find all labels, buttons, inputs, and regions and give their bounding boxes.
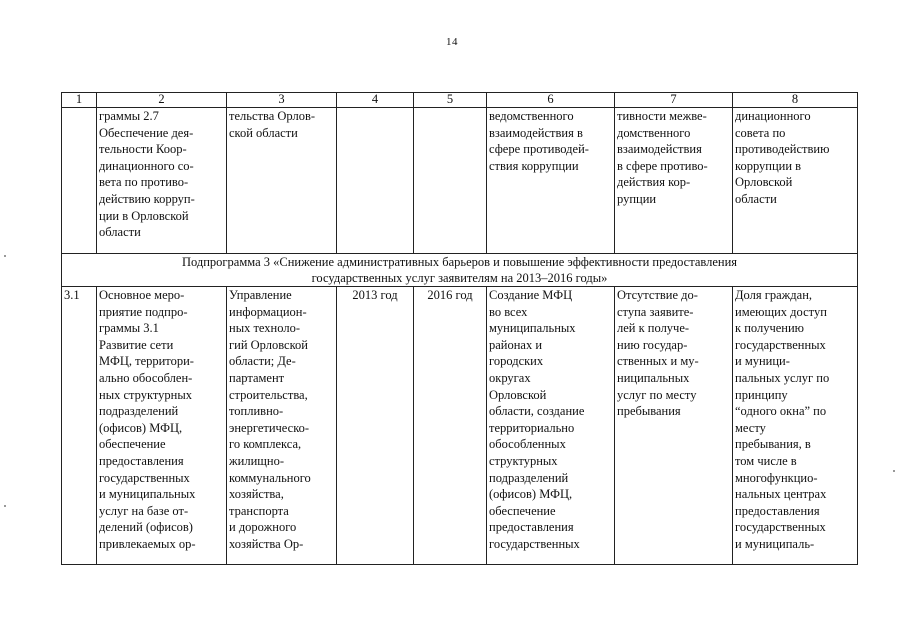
cell-text-line: ниципальных bbox=[617, 370, 690, 385]
cell-text-line: и муниципаль- bbox=[735, 536, 815, 551]
cell-text-line: привлекаемых ор- bbox=[99, 536, 196, 551]
cell-text-line: действия кор- bbox=[617, 175, 691, 190]
cell-text-line: тельности Коор- bbox=[99, 142, 187, 157]
cell-text-line: государственных услуг заявителям на 2013–2016 годы» bbox=[311, 271, 608, 285]
cell-text-line: городских bbox=[489, 354, 544, 369]
cell-text-line: нальных центрах bbox=[735, 487, 827, 502]
cell-start bbox=[337, 108, 414, 254]
cell-text-line: пальных услуг по bbox=[735, 370, 830, 385]
col-header: 3 bbox=[227, 93, 337, 108]
cell-text-line: нию государ- bbox=[617, 337, 688, 352]
cell-text-line: Орловской bbox=[489, 387, 547, 402]
cell-text-line: ции в Орловской bbox=[99, 208, 189, 223]
cell-text-line: граммы 2.7 bbox=[99, 109, 159, 123]
cell-text-line: ствия коррупции bbox=[489, 158, 579, 173]
cell-text-line: предоставления bbox=[735, 503, 820, 518]
cell-consequence bbox=[615, 287, 733, 565]
cell-text-line: государственных bbox=[735, 337, 826, 352]
cell-text-line: Орловской bbox=[735, 175, 793, 190]
cell-text-line: муниципальных bbox=[489, 321, 576, 336]
subprogram-row bbox=[62, 254, 858, 287]
cell-text-line: области bbox=[99, 225, 141, 240]
cell-number bbox=[62, 108, 97, 254]
cell-text-line: действию корруп- bbox=[99, 191, 195, 206]
cell-text-line: взаимодействия в bbox=[489, 125, 583, 140]
cell-text-line: гий Орловской bbox=[229, 337, 308, 352]
cell-text-line: ской области bbox=[229, 125, 298, 140]
cell-text-line: предоставления bbox=[99, 453, 184, 468]
cell-text-line: динационного bbox=[735, 109, 811, 123]
cell-text-line: партамент bbox=[229, 370, 285, 385]
cell-text-line: области bbox=[735, 191, 777, 206]
cell-text-line: государственных bbox=[99, 470, 190, 485]
cell-text-line: “одного окна” по bbox=[735, 404, 827, 419]
cell-text-line: (офисов) МФЦ, bbox=[99, 420, 183, 435]
cell-text-line: динационного со- bbox=[99, 158, 194, 173]
measures-table bbox=[61, 92, 858, 565]
cell-text-line: государственных bbox=[489, 536, 580, 551]
cell-measure bbox=[97, 108, 227, 254]
cell-text-line: топливно- bbox=[229, 404, 284, 419]
cell-text-line: граммы 3.1 bbox=[99, 321, 159, 336]
cell-text-line: совета по bbox=[735, 125, 786, 140]
cell-text-line: (офисов) МФЦ, bbox=[489, 487, 573, 502]
cell-text-line: и дорожного bbox=[229, 520, 297, 535]
cell-indicator bbox=[733, 287, 858, 565]
cell-text-line: месту bbox=[735, 420, 766, 435]
col-header: 6 bbox=[487, 93, 615, 108]
scan-speck bbox=[4, 505, 6, 507]
cell-text-line: жилищно- bbox=[229, 453, 284, 468]
cell-text-line: структурных bbox=[489, 453, 558, 468]
cell-end bbox=[414, 108, 487, 254]
scan-speck bbox=[4, 255, 6, 257]
cell-text-line: домственного bbox=[617, 125, 691, 140]
cell-text-line: пребывания bbox=[617, 404, 681, 419]
cell-text-line: тивности межве- bbox=[617, 109, 707, 123]
cell-text-line: МФЦ, территори- bbox=[99, 354, 194, 369]
cell-text-line: хозяйства Ор- bbox=[229, 536, 304, 551]
table-row-3-1 bbox=[62, 287, 858, 565]
cell-executor bbox=[227, 287, 337, 565]
cell-text-line: к получению bbox=[735, 321, 805, 336]
cell-indicator bbox=[733, 108, 858, 254]
col-header: 1 bbox=[62, 93, 97, 108]
cell-text-line: многофункцио- bbox=[735, 470, 818, 485]
cell-text-line: ально обособлен- bbox=[99, 370, 193, 385]
cell-text-line: Основное меро- bbox=[99, 288, 185, 302]
cell-text-line: ных техноло- bbox=[229, 321, 300, 336]
cell-text-line: хозяйства, bbox=[229, 487, 284, 502]
cell-text-line: территориально bbox=[489, 420, 575, 435]
cell-text-line: области, создание bbox=[489, 404, 585, 419]
col-header: 7 bbox=[615, 93, 733, 108]
table-row-continued bbox=[62, 108, 858, 254]
cell-text-line: обеспечение bbox=[489, 503, 556, 518]
col-header: 2 bbox=[97, 93, 227, 108]
cell-measure bbox=[97, 287, 227, 565]
cell-consequence bbox=[615, 108, 733, 254]
cell-text-line: ственных и му- bbox=[617, 354, 699, 369]
cell-text-line: Развитие сети bbox=[99, 337, 174, 352]
cell-text-line: лей к получе- bbox=[617, 321, 690, 336]
cell-text-line: принципу bbox=[735, 387, 788, 402]
cell-text-line: вета по противо- bbox=[99, 175, 189, 190]
cell-start-year: 2013 год bbox=[337, 287, 414, 565]
cell-executor bbox=[227, 108, 337, 254]
cell-text-line: приятие подпро- bbox=[99, 304, 188, 319]
cell-text-line: округах bbox=[489, 370, 531, 385]
cell-text-line: Отсутствие до- bbox=[617, 288, 698, 302]
cell-text-line: Обеспечение дея- bbox=[99, 125, 194, 140]
cell-text-line: сфере противодей- bbox=[489, 142, 589, 157]
cell-text-line: в сфере противо- bbox=[617, 158, 708, 173]
cell-text-line: услуг на базе от- bbox=[99, 503, 189, 518]
cell-text-line: Доля граждан, bbox=[735, 288, 813, 302]
cell-text-line: тельства Орлов- bbox=[229, 109, 316, 123]
cell-text-line: районах и bbox=[489, 337, 543, 352]
cell-text-line: имеющих доступ bbox=[735, 304, 827, 319]
cell-text-line: транспорта bbox=[229, 503, 289, 518]
cell-text-line: Управление bbox=[229, 288, 292, 302]
cell-text-line: информацион- bbox=[229, 304, 307, 319]
cell-text-line: противодействию bbox=[735, 142, 830, 157]
cell-text-line: предоставления bbox=[489, 520, 574, 535]
cell-text-line: том числе в bbox=[735, 453, 797, 468]
cell-text-line: и муници- bbox=[735, 354, 790, 369]
col-header: 8 bbox=[733, 93, 858, 108]
cell-text-line: энергетическо- bbox=[229, 420, 310, 435]
cell-result bbox=[487, 108, 615, 254]
cell-text-line: области; Де- bbox=[229, 354, 296, 369]
cell-text-line: Подпрограмма 3 «Снижение административных барьеров и повышение эффективности предоставления bbox=[181, 255, 738, 269]
scan-speck bbox=[893, 470, 895, 472]
cell-text-line: коммунального bbox=[229, 470, 311, 485]
cell-text-line: пребывания, в bbox=[735, 437, 811, 452]
cell-text-line: коррупции в bbox=[735, 158, 802, 173]
cell-text-line: обеспечение bbox=[99, 437, 166, 452]
cell-end-year: 2016 год bbox=[414, 287, 487, 565]
cell-text-line: и муниципальных bbox=[99, 487, 196, 502]
subprogram-title bbox=[62, 254, 858, 287]
page-number: 14 bbox=[446, 36, 458, 48]
cell-text-line: ступа заявите- bbox=[617, 304, 694, 319]
cell-number: 3.1 bbox=[62, 287, 97, 565]
cell-text-line: подразделений bbox=[489, 470, 569, 485]
cell-text-line: го комплекса, bbox=[229, 437, 302, 452]
cell-text-line: рупции bbox=[617, 191, 657, 206]
cell-text-line: Создание МФЦ bbox=[489, 288, 573, 302]
cell-text-line: строительства, bbox=[229, 387, 308, 402]
cell-text-line: подразделений bbox=[99, 404, 179, 419]
col-header: 4 bbox=[337, 93, 414, 108]
cell-text-line: государственных bbox=[735, 520, 826, 535]
cell-text-line: обособленных bbox=[489, 437, 566, 452]
cell-text-line: во всех bbox=[489, 304, 528, 319]
cell-text-line: услуг по месту bbox=[617, 387, 697, 402]
cell-text-line: ных структурных bbox=[99, 387, 193, 402]
header-row bbox=[62, 93, 858, 108]
cell-text-line: взаимодействия bbox=[617, 142, 702, 157]
col-header: 5 bbox=[414, 93, 487, 108]
cell-result bbox=[487, 287, 615, 565]
cell-text-line: ведомственного bbox=[489, 109, 574, 123]
cell-text-line: делений (офисов) bbox=[99, 520, 193, 535]
